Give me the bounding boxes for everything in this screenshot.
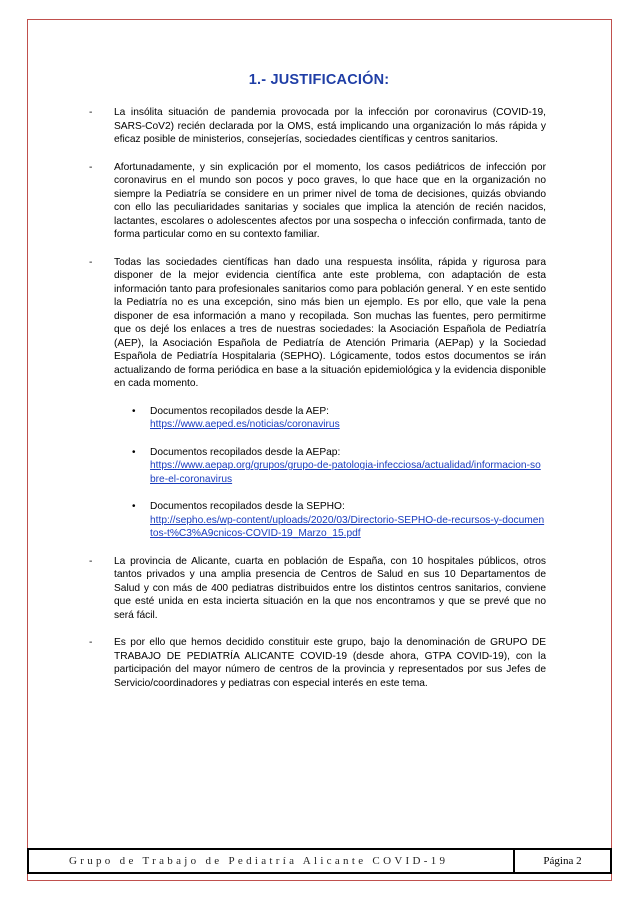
resource-link-list bbox=[114, 405, 546, 541]
footer-page-number: Página 2 bbox=[513, 850, 610, 872]
link-label: Documentos recopilados desde la SEPHO: bbox=[150, 501, 345, 512]
footer-group-name: Grupo de Trabajo de Pediatría Alicante COVID-19 bbox=[69, 855, 449, 867]
list-item-aepap bbox=[114, 446, 546, 487]
section-title: 1.- JUSTIFICACIÓN: bbox=[248, 72, 390, 88]
dash-marker: - bbox=[89, 161, 93, 173]
bullet-icon: • bbox=[132, 405, 136, 417]
link-label: Documentos recopilados desde la AEP: bbox=[150, 405, 329, 417]
paragraph-5 bbox=[89, 636, 546, 690]
paragraph-text: Es por ello que hemos decidido constituir este grupo, bajo la denominación de GRUPO DE TRABAJO DE PEDIATRÍA ALICANTE COVID-19 (desde ahora, GTPA COVID-19), con la participación del mayor número de centros de la provincia y representados por sus Jefes de Servicio/coordinadores y pediatras con especial interés en este tema. bbox=[114, 637, 546, 689]
bullet-icon: • bbox=[132, 446, 136, 458]
paragraph-text: La insólita situación de pandemia provocada por la infección por coronavirus (COVID-19, SARS-CoV2) recién declarada por la OMS, está implicando una organización lo más rápida y eficaz posible de ministerios, consejerías, sociedades científicas y centros sanitarios. bbox=[114, 107, 546, 145]
list-item-sepho bbox=[114, 500, 546, 541]
dash-marker: - bbox=[89, 256, 93, 268]
paragraph-1 bbox=[89, 106, 546, 147]
document-body bbox=[89, 106, 546, 704]
page-footer bbox=[27, 848, 612, 874]
aep-link[interactable]: https://www.aeped.es/noticias/coronavirus bbox=[150, 419, 340, 430]
aepap-link[interactable]: https://www.aepap.org/grupos/grupo-de-patologia-infecciosa/actualidad/informacion-sobre-el-coronavirus bbox=[150, 460, 541, 485]
sepho-link[interactable]: http://sepho.es/wp-content/uploads/2020/03/Directorio-SEPHO-de-recursos-y-documentos-t%C3%A9cnicos-COVID-19_Marzo_15.pdf bbox=[150, 514, 545, 539]
paragraph-text: Afortunadamente, y sin explicación por el momento, los casos pediátricos de infección por coronavirus en el mundo son pocos y poco graves, lo que hace que en la organización no siempre la Pediatría se considere en un primer nivel de toma de decisiones, quizás obviando con ello las peculiaridades sanitarias y sociales que implica la atención de recién nacidos, lactantes, escolares o adolescentes afectos por una sospecha o infección confirmada, tanto de forma particular como en su contexto familiar. bbox=[114, 161, 546, 240]
bullet-icon: • bbox=[132, 501, 136, 512]
dash-marker: - bbox=[89, 637, 93, 648]
paragraph-3 bbox=[89, 256, 546, 391]
link-label: Documentos recopilados desde la AEPap: bbox=[150, 446, 341, 458]
dash-marker: - bbox=[89, 107, 93, 118]
dash-marker: - bbox=[89, 555, 93, 567]
paragraph-text: Todas las sociedades científicas han dado una respuesta insólita, rápida y rigurosa para disponer de la mejor evidencia científica ante este problema, con adaptación de esta información tanto para profesionales sanitarios como para población general. Y en este sentido la Pediatría no es una excepción, sino más bien un ejemplo. Es por ello, que vale la pena disponer de esa información a mano y recopilada. Son muchas las fuentes, pero permitirme que os dejé los enlaces a tres de nuestras sociedades: la Asociación Española de Pediatría (AEP), la Asociación Española de Pediatría de Atención Primaria (AEPap) y la Sociedad Española de Pediatría Hospitalaria (SEPHO). Lógicamente, todos estos documentos se irán actualizando de forma periódica en base a la situación epidemiológica y la evidencia disponible en cada momento. bbox=[114, 256, 546, 389]
list-item-aep bbox=[114, 405, 546, 432]
paragraph-text: La provincia de Alicante, cuarta en población de España, con 10 hospitales públicos, otros tantos privados y una amplia presencia de Centros de Salud en sus 10 Departamentos de Salud y con más de 400 pediatras distribuidos entre los distintos centros sanitarios, conviene que esté unida en esta incierta situación en la que nos encontramos y que se prevé que no será fácil. bbox=[114, 555, 546, 621]
paragraph-4 bbox=[89, 555, 546, 623]
paragraph-2 bbox=[89, 161, 546, 242]
